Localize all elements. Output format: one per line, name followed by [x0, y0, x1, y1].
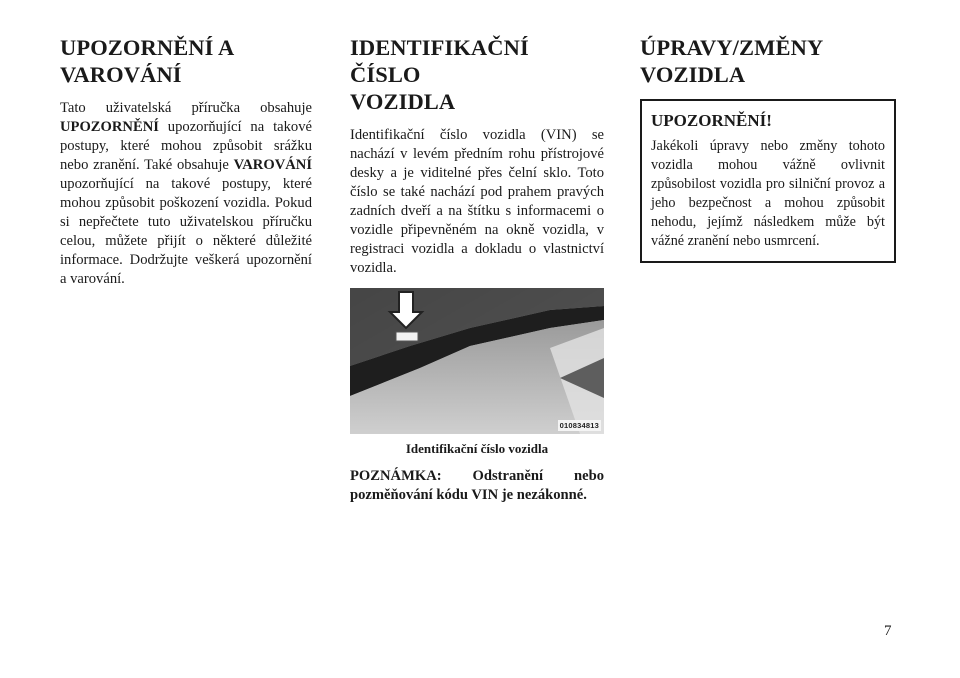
warnings-text-3: upozorňující na takové postupy, které mohou způsobit poškození vozidla. Pokud si nepřečtete tuto uživatelskou příručku celou, můžete přijít o některé důležité informace. Dodržujte veškerá upozornění a varování. — [60, 176, 312, 287]
column-vin — [350, 34, 604, 505]
vin-note-line1: POZNÁMKA: Odstranění nebo — [350, 468, 604, 484]
heading-modifications-line1: ÚPRAVY/ZMĚNY — [640, 35, 824, 60]
heading-vin — [350, 34, 604, 115]
vin-location-photo — [350, 288, 604, 434]
warnings-term-varovani: VAROVÁNÍ — [233, 157, 312, 173]
windshield-illustration — [350, 288, 604, 434]
figure-code: 010834813 — [559, 421, 599, 430]
heading-warnings-line2: VAROVÁNÍ — [60, 62, 182, 87]
heading-modifications — [640, 34, 896, 88]
warnings-text-2: upozorňující na takové postupy, které mohou způsobit srážku nebo zranění. Také obsahuje — [60, 119, 312, 173]
heading-warnings — [60, 34, 312, 88]
column-modifications — [640, 34, 896, 263]
warnings-term-upozorneni: UPOZORNĚNÍ — [60, 119, 159, 135]
warning-box — [640, 99, 896, 263]
heading-modifications-line2: VOZIDLA — [640, 62, 746, 87]
warnings-paragraph — [60, 99, 312, 289]
vin-note — [350, 467, 604, 486]
warning-text: Jakékoli úpravy nebo změny tohoto vozidla mohou vážně ovlivnit způsobilost vozidla pro silniční provoz a jeho bezpečnost a mohou způsobit nehodu, jejímž následkem může být vážné zranění nebo usmrcení. — [651, 138, 885, 249]
vin-note-line2: pozměňování kódu VIN je nezákonné. — [350, 487, 587, 503]
heading-warnings-line1: UPOZORNĚNÍ A — [60, 35, 235, 60]
page-number: 7 — [884, 623, 892, 639]
heading-vin-line1: IDENTIFIKAČNÍ ČÍSLO — [350, 35, 529, 87]
warnings-text-1: Tato uživatelská příručka obsahuje — [60, 100, 312, 116]
vin-paragraph: Identifikační číslo vozidla (VIN) se nachází v levém předním rohu přístrojové desky a je viditelné přes čelní sklo. Toto číslo se také nachází pod prahem pravých zadních dveří a na štítku s informacemi o vozidle připevněném na okně vozidla, v registraci vozidla a dokladu o vlastnictví vozidla. — [350, 127, 604, 276]
heading-vin-line2: VOZIDLA — [350, 89, 456, 114]
figure-caption: Identifikační číslo vozidla — [405, 441, 549, 456]
column-warnings — [60, 34, 312, 289]
warning-title: UPOZORNĚNÍ! — [651, 111, 772, 130]
